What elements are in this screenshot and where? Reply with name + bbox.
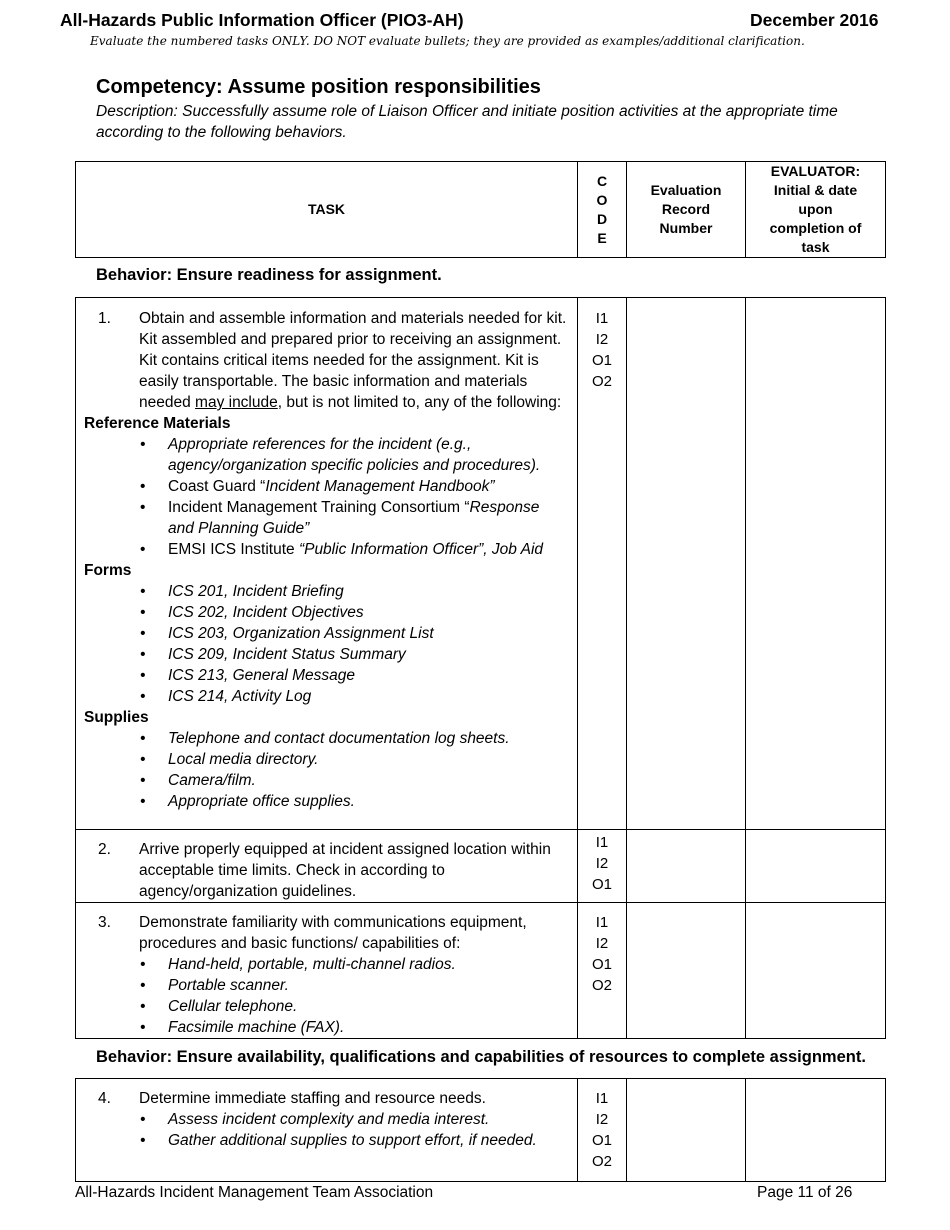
code-letter: C — [596, 172, 608, 189]
code-value: I2 — [595, 331, 609, 348]
behavior-heading-readiness: Behavior: Ensure readiness for assignment. — [96, 266, 442, 284]
task-text-underlined: may include — [195, 394, 278, 411]
code-value: I1 — [595, 310, 609, 327]
task-number: 4. — [98, 1090, 111, 1107]
task-column-header: TASK — [76, 162, 578, 258]
list-item: • ICS 213, General Message — [168, 665, 577, 686]
list-item: • EMSI ICS Institute “Public Information Officer”, Job Aid — [168, 539, 577, 560]
code-value: I1 — [595, 1090, 609, 1107]
task-row — [76, 830, 886, 903]
list-item: • Incident Management Training Consortium “Response and Planning Guide” — [168, 497, 577, 539]
code-value: O2 — [591, 977, 612, 994]
supplies-list — [76, 728, 577, 812]
task-description — [76, 1079, 578, 1182]
code-letter: D — [596, 210, 608, 227]
reference-list — [76, 434, 577, 560]
list-item: • Hand-held, portable, multi-channel radios. — [168, 954, 577, 975]
task-row — [76, 903, 886, 1039]
evaluator-cell[interactable] — [746, 830, 886, 903]
code-value: I2 — [595, 855, 609, 872]
section-title-reference: Reference Materials — [84, 415, 231, 432]
list-item: • Assess incident complexity and media interest. — [168, 1109, 577, 1130]
code-value: I2 — [595, 1111, 609, 1128]
task-codes — [578, 298, 627, 830]
code-value: O1 — [591, 352, 612, 369]
evaluation-instruction: Evaluate the numbered tasks ONLY. DO NOT evaluate bullets; they are provided as examples/additional clarification. — [90, 34, 805, 48]
evaluator-cell[interactable] — [746, 903, 886, 1039]
task-table-header — [75, 161, 886, 258]
list-item: • Facsimile machine (FAX). — [168, 1017, 577, 1038]
code-value: I2 — [595, 935, 609, 952]
task-bullets — [76, 1109, 577, 1151]
code-value: O1 — [591, 1132, 612, 1149]
section-title-forms: Forms — [84, 562, 132, 579]
task-row — [76, 1079, 886, 1182]
list-item: • ICS 214, Activity Log — [168, 686, 577, 707]
task-text — [76, 308, 577, 413]
code-column-header — [578, 162, 627, 258]
task-text: 3. Demonstrate familiarity with communications equipment, procedures and basic functions/ capabilities of: — [98, 914, 527, 952]
task-text: 4. Determine immediate staffing and resource needs. — [98, 1090, 486, 1107]
code-value: I1 — [595, 834, 609, 851]
evaluator-cell[interactable] — [746, 1079, 886, 1182]
evaluator-cell[interactable] — [746, 298, 886, 830]
task-codes — [578, 903, 627, 1039]
list-item: • Local media directory. — [168, 749, 577, 770]
evaluator-header: EVALUATOR: Initial & date upon completion of task — [746, 162, 886, 258]
list-item: • ICS 209, Incident Status Summary — [168, 644, 577, 665]
list-item: • Coast Guard “Incident Management Handbook” — [168, 476, 577, 497]
task-description — [76, 830, 578, 903]
list-item: • Appropriate references for the incident (e.g., agency/organization specific policies and procedures). — [168, 434, 577, 476]
list-item: • ICS 203, Organization Assignment List — [168, 623, 577, 644]
footer-organization: All-Hazards Incident Management Team Association — [75, 1184, 434, 1201]
evaluation-record-header: Evaluation Record Number — [627, 162, 746, 258]
task-number: 3. — [98, 914, 111, 931]
footer-page-number: Page 11 of 26 — [757, 1184, 853, 1201]
task-number: 1. — [98, 310, 111, 327]
task-table-readiness — [75, 297, 886, 1039]
task-row — [76, 298, 886, 830]
list-item: • Cellular telephone. — [168, 996, 577, 1017]
competency-description: Description: Successfully assume role of Liaison Officer and initiate position activities at the appropriate time according to the following behaviors. — [96, 103, 838, 141]
code-value: O2 — [591, 373, 612, 390]
competency-title: Competency: Assume position responsibilities — [96, 76, 541, 98]
evaluation-record-cell[interactable] — [627, 903, 746, 1039]
task-text-part: Obtain and assemble information and materials needed for kit. Kit assembled and prepared prior to receiving an assignment. Kit contains critical items needed for the assignment. Kit is easily transportable. The basic information and materials needed — [139, 310, 567, 411]
task-text: 2. Arrive properly equipped at incident assigned location within acceptable time limits. Check in according to agency/organization guidelines. — [98, 841, 551, 900]
task-bullets — [76, 954, 577, 1038]
code-value: O1 — [591, 876, 612, 893]
task-description — [76, 903, 578, 1039]
code-value: O1 — [591, 956, 612, 973]
behavior-heading-resources: Behavior: Ensure availability, qualifications and capabilities of resources to complete assignment. — [96, 1048, 866, 1066]
code-value: I1 — [595, 914, 609, 931]
list-item: • Portable scanner. — [168, 975, 577, 996]
list-item: • Telephone and contact documentation log sheets. — [168, 728, 577, 749]
evaluation-record-cell[interactable] — [627, 298, 746, 830]
evaluation-record-cell[interactable] — [627, 1079, 746, 1182]
evaluation-record-cell[interactable] — [627, 830, 746, 903]
list-item: • ICS 201, Incident Briefing — [168, 581, 577, 602]
code-letter: E — [597, 229, 607, 246]
task-table-resources — [75, 1078, 886, 1182]
document-title: All-Hazards Public Information Officer (PIO3-AH) — [60, 10, 464, 30]
list-item: • Appropriate office supplies. — [168, 791, 577, 812]
task-number: 2. — [98, 841, 111, 858]
section-title-supplies: Supplies — [84, 709, 149, 726]
task-codes — [578, 1079, 627, 1182]
list-item: • Camera/film. — [168, 770, 577, 791]
forms-list — [76, 581, 577, 707]
task-text-part: , but is not limited to, any of the following: — [277, 394, 562, 411]
list-item: • ICS 202, Incident Objectives — [168, 602, 577, 623]
document-date: December 2016 — [750, 10, 879, 30]
list-item: • Gather additional supplies to support effort, if needed. — [168, 1130, 577, 1151]
task-codes — [578, 830, 627, 903]
task-description — [76, 298, 578, 830]
code-value: O2 — [591, 1153, 612, 1170]
code-letter: O — [596, 191, 608, 208]
